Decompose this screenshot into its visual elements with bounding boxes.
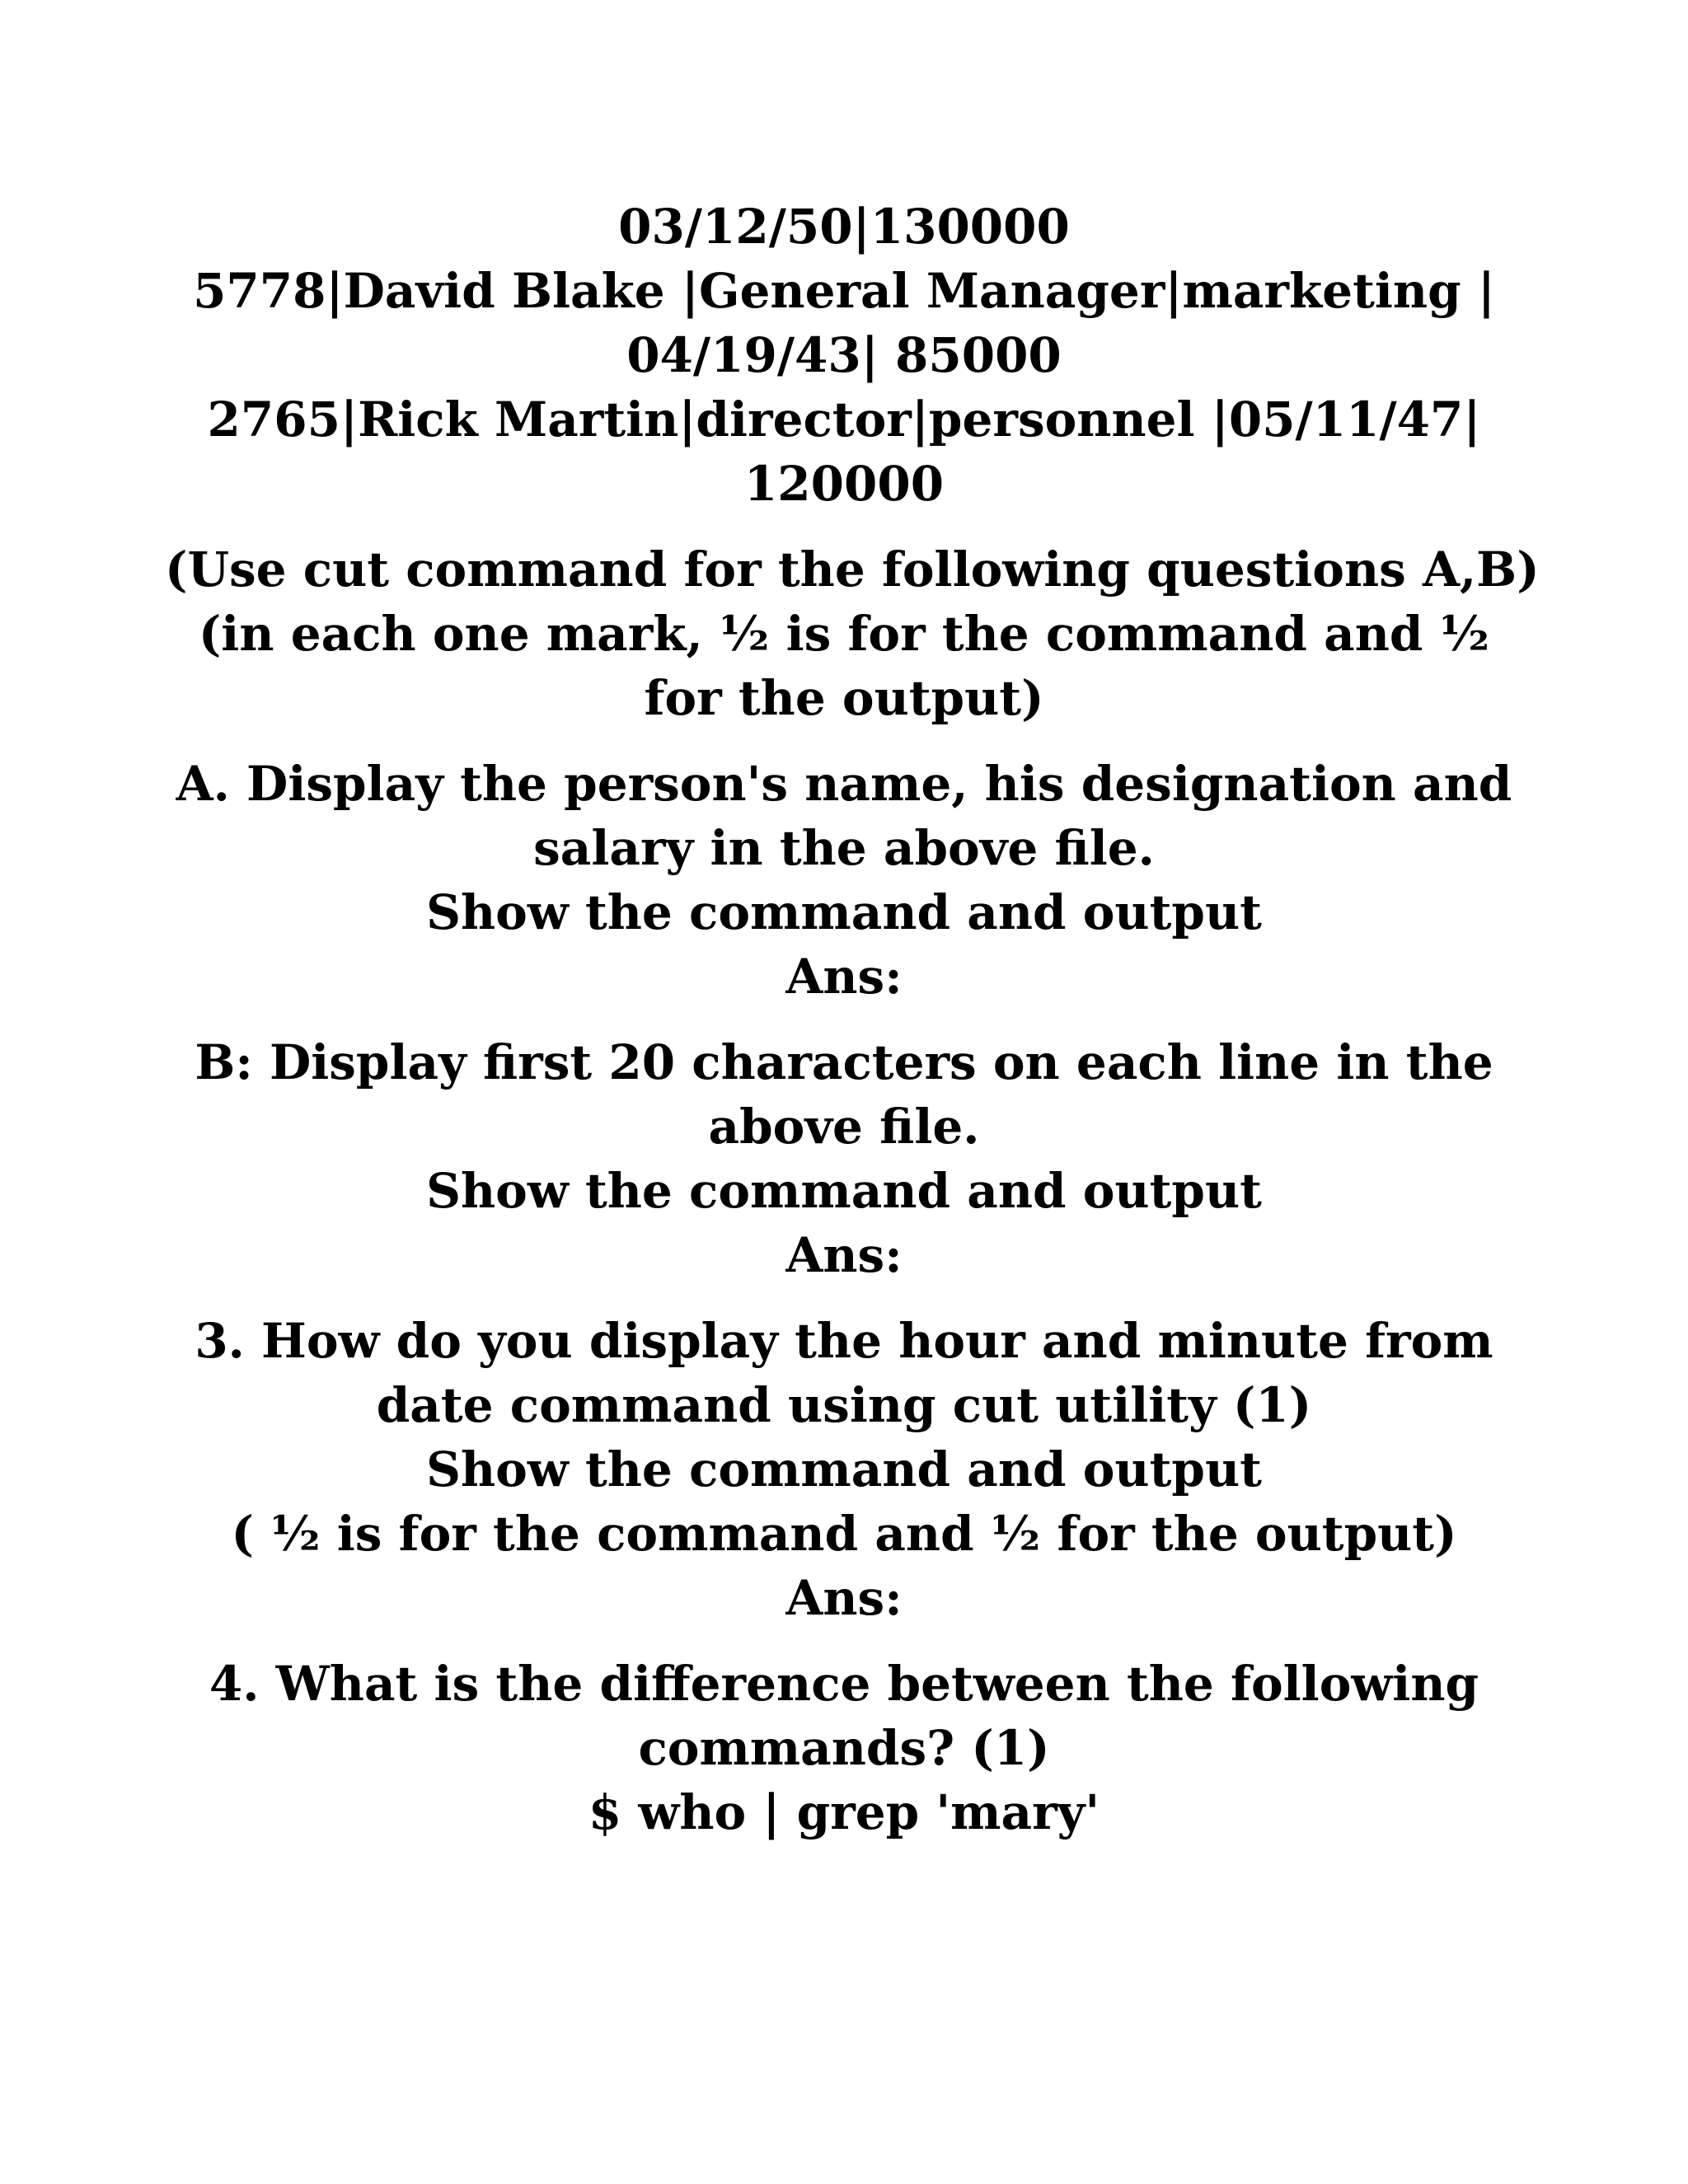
- instruction-line: (Use cut command for the following questions A,B): [165, 541, 1540, 598]
- record-line: 5778|David Blake |General Manager|marketing |: [193, 263, 1495, 319]
- record-line: 04/19/43| 85000: [626, 327, 1062, 383]
- command-line: $ who | grep 'mary': [588, 1784, 1100, 1840]
- answer-label: Ans:: [785, 949, 903, 1005]
- record-line: 2765|Rick Martin|director|personnel |05/11/47|: [207, 391, 1481, 448]
- question-a-line: Show the command and output: [426, 884, 1262, 940]
- instruction-line: (in each one mark, ½ is for the command and ½: [198, 606, 1490, 662]
- answer-label: Ans:: [785, 1570, 903, 1626]
- record-line: 120000: [743, 456, 945, 512]
- question-a-line: A. Display the person's name, his designation and: [176, 756, 1512, 812]
- question-b: [165, 1030, 1523, 1287]
- question-b-line: above file.: [708, 1099, 980, 1155]
- question-4-line: 4. What is the difference between the following: [209, 1656, 1479, 1712]
- instructions: [165, 537, 1540, 730]
- employee-records: [165, 194, 1523, 516]
- question-4-line: commands? (1): [638, 1720, 1050, 1776]
- question-b-line: B: Display first 20 characters on each line in the: [195, 1034, 1493, 1090]
- question-3: [165, 1309, 1523, 1630]
- question-3-line: date command using cut utility (1): [376, 1377, 1312, 1433]
- record-line: 03/12/50|130000: [618, 199, 1070, 255]
- question-3-line: ( ½ is for the command and ½ for the output): [231, 1506, 1457, 1562]
- question-a: [165, 752, 1523, 1009]
- question-3-line: 3. How do you display the hour and minute from: [195, 1313, 1493, 1369]
- question-3-line: Show the command and output: [426, 1441, 1262, 1497]
- document-content: [165, 194, 1540, 1844]
- answer-label: Ans:: [785, 1227, 903, 1283]
- question-a-line: salary in the above file.: [533, 820, 1155, 876]
- instruction-line: for the output): [644, 670, 1044, 726]
- question-4: [165, 1652, 1523, 1844]
- question-b-line: Show the command and output: [426, 1163, 1262, 1219]
